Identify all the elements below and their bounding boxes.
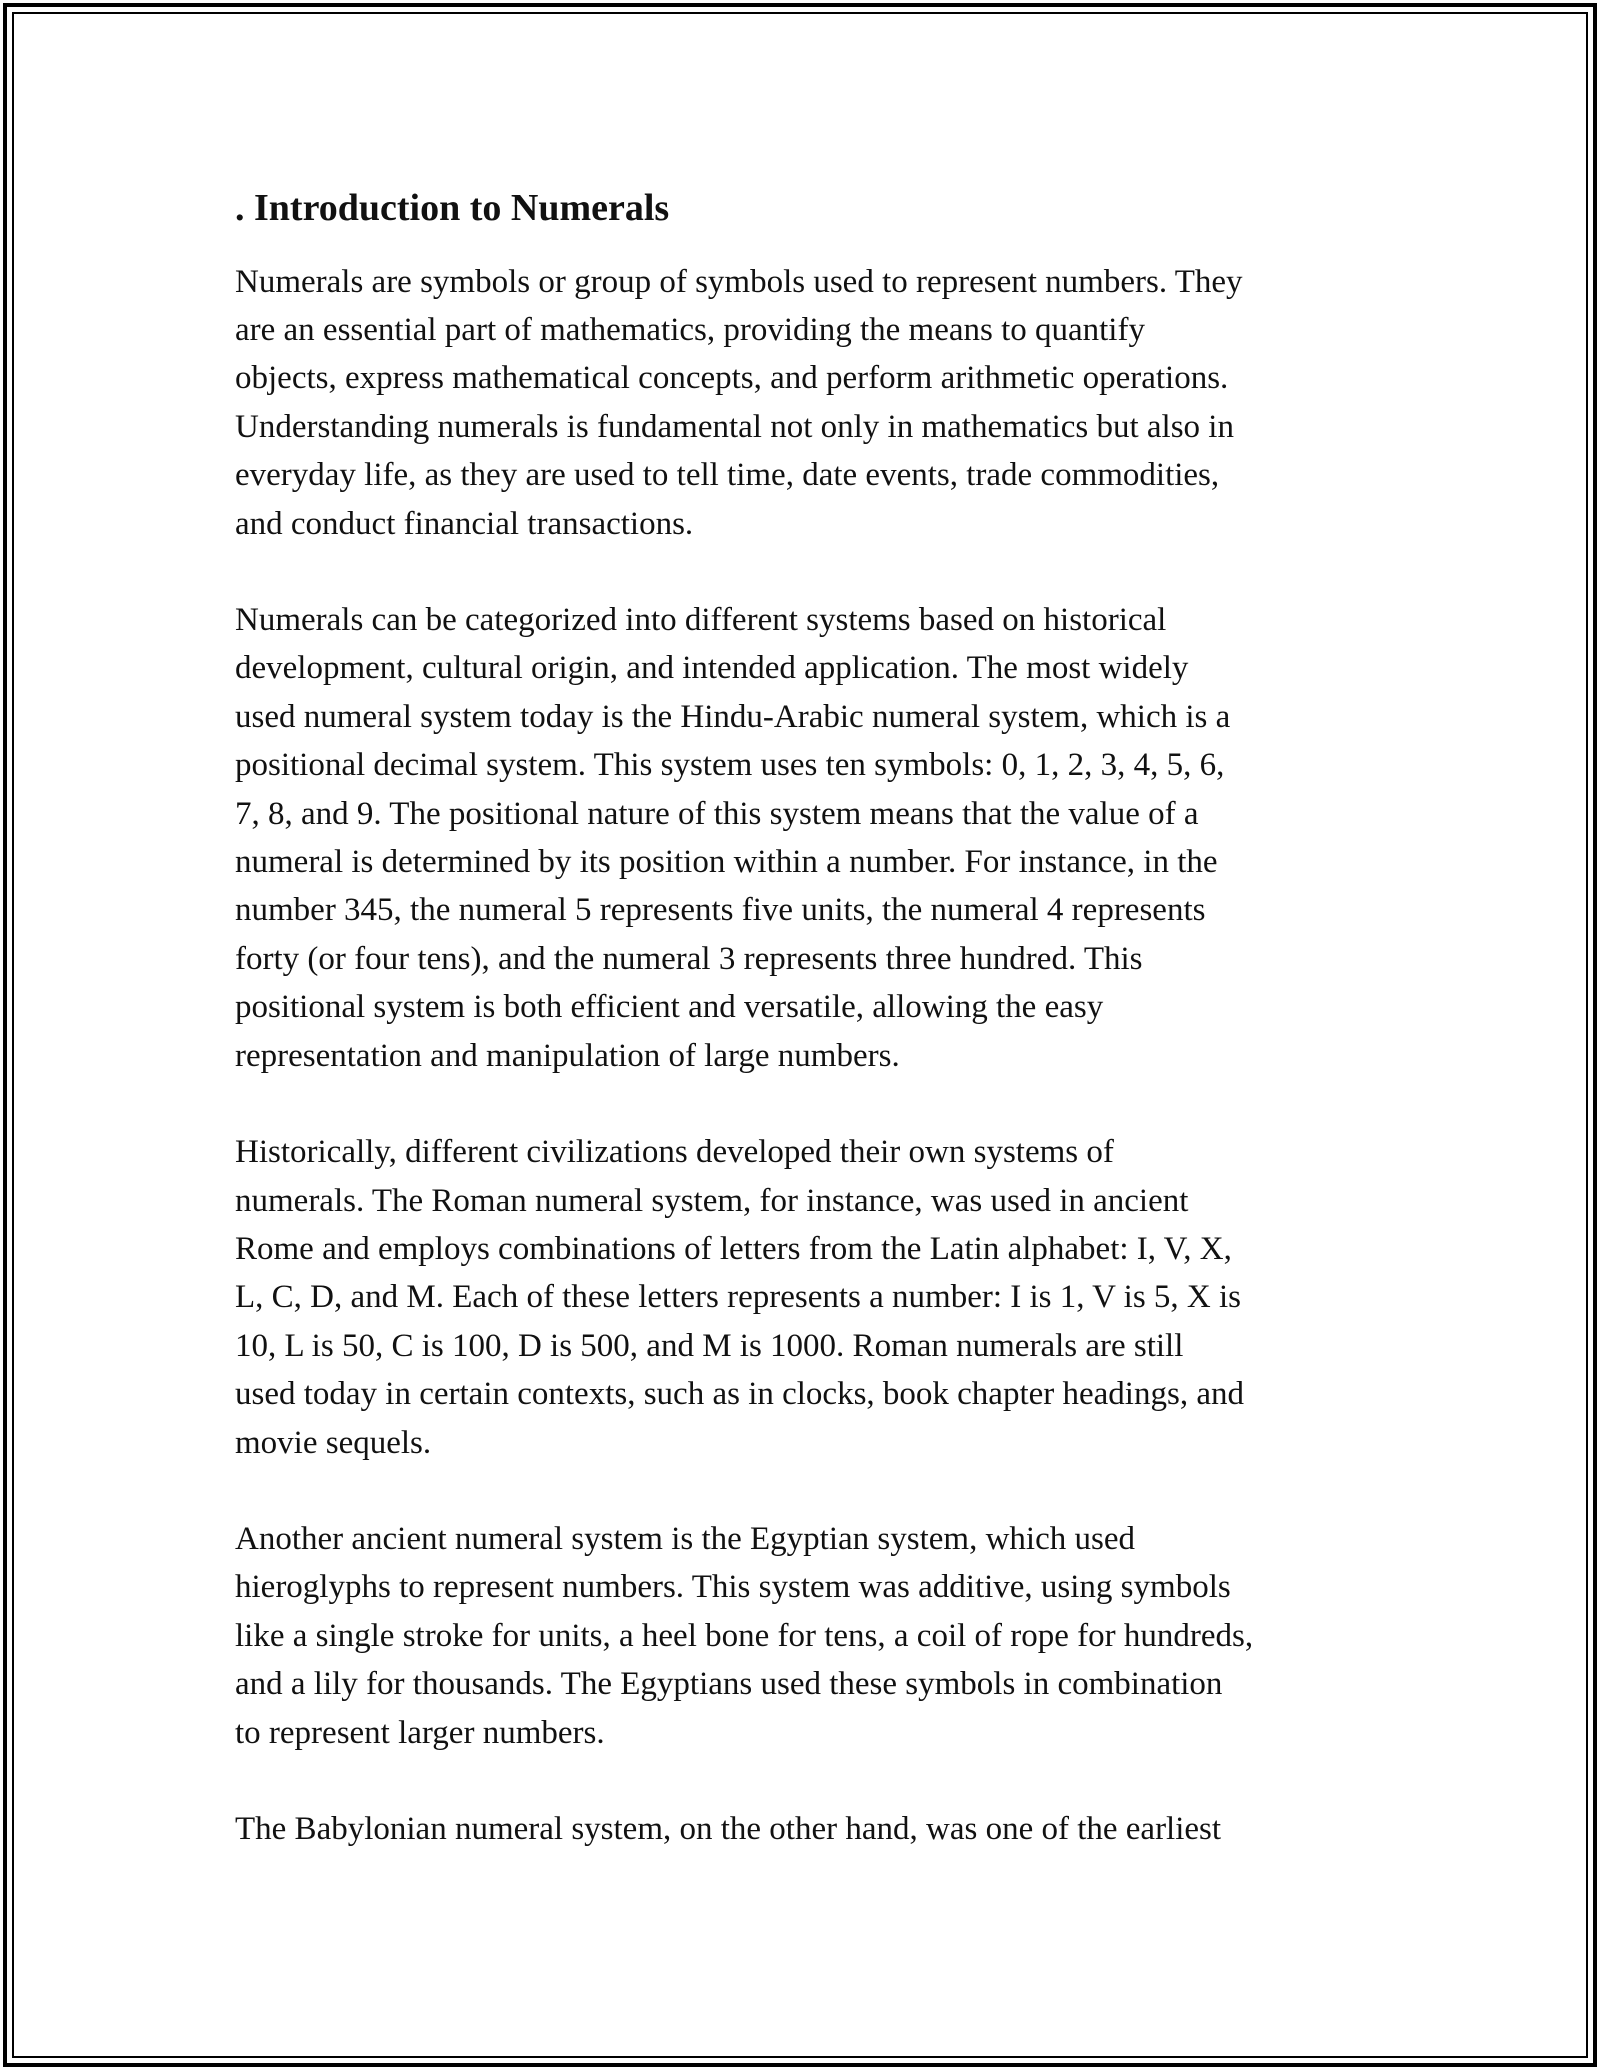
text-line: hieroglyphs to represent numbers. This system was additive, using symbols	[235, 1569, 1231, 1606]
page-title: . Introduction to Numerals	[235, 187, 670, 229]
text-line: and conduct financial transactions.	[235, 505, 694, 542]
text-line: to represent larger numbers.	[235, 1714, 605, 1751]
text-line: Another ancient numeral system is the Egyptian system, which used	[235, 1520, 1135, 1557]
text-line: numerals. The Roman numeral system, for instance, was used in ancient	[235, 1182, 1189, 1219]
text-line: number 345, the numeral 5 represents five units, the numeral 4 represents	[235, 892, 1206, 929]
paragraph-roman	[235, 1128, 1375, 1467]
text-line: L, C, D, and M. Each of these letters represents a number: I is 1, V is 5, X is	[235, 1279, 1242, 1316]
paragraph-egyptian	[235, 1515, 1375, 1757]
text-line: like a single stroke for units, a heel bone for tens, a coil of rope for hundreds,	[235, 1617, 1254, 1654]
text-line: movie sequels.	[235, 1424, 432, 1461]
document-body	[235, 186, 1375, 1901]
text-line: positional decimal system. This system uses ten symbols: 0, 1, 2, 3, 4, 5, 6,	[235, 747, 1225, 784]
text-line: used numeral system today is the Hindu-Arabic numeral system, which is a	[235, 698, 1231, 735]
text-line: Historically, different civilizations developed their own systems of	[235, 1134, 1114, 1171]
text-line: everyday life, as they are used to tell time, date events, trade commodities,	[235, 457, 1220, 494]
text-line: representation and manipulation of large numbers.	[235, 1037, 900, 1074]
text-line: and a lily for thousands. The Egyptians used these symbols in combination	[235, 1666, 1223, 1703]
text-line: Numerals are symbols or group of symbols used to represent numbers. They	[235, 263, 1243, 300]
text-line: Rome and employs combinations of letters from the Latin alphabet: I, V, X,	[235, 1230, 1232, 1267]
text-line: 7, 8, and 9. The positional nature of this system means that the value of a	[235, 795, 1199, 832]
text-line: used today in certain contexts, such as in clocks, book chapter headings, and	[235, 1376, 1244, 1413]
text-line: are an essential part of mathematics, providing the means to quantify	[235, 312, 1145, 348]
text-line: numeral is determined by its position within a number. For instance, in the	[235, 844, 1218, 881]
text-line: development, cultural origin, and intended application. The most widely	[235, 650, 1189, 687]
paragraph-intro	[235, 258, 1375, 548]
text-line: forty (or four tens), and the numeral 3 represents three hundred. This	[235, 940, 1143, 977]
paragraph-babylonian	[235, 1805, 1375, 1853]
text-line: The Babylonian numeral system, on the other hand, was one of the earliest	[235, 1810, 1222, 1847]
text-line: 10, L is 50, C is 100, D is 500, and M is 1000. Roman numerals are still	[235, 1327, 1184, 1364]
text-line: positional system is both efficient and versatile, allowing the easy	[235, 989, 1104, 1026]
text-line: Numerals can be categorized into different systems based on historical	[235, 602, 1167, 639]
paragraph-hindu-arabic	[235, 596, 1375, 1080]
text-line: objects, express mathematical concepts, and perform arithmetic operations.	[235, 360, 1229, 397]
text-line: Understanding numerals is fundamental not only in mathematics but also in	[235, 408, 1234, 445]
